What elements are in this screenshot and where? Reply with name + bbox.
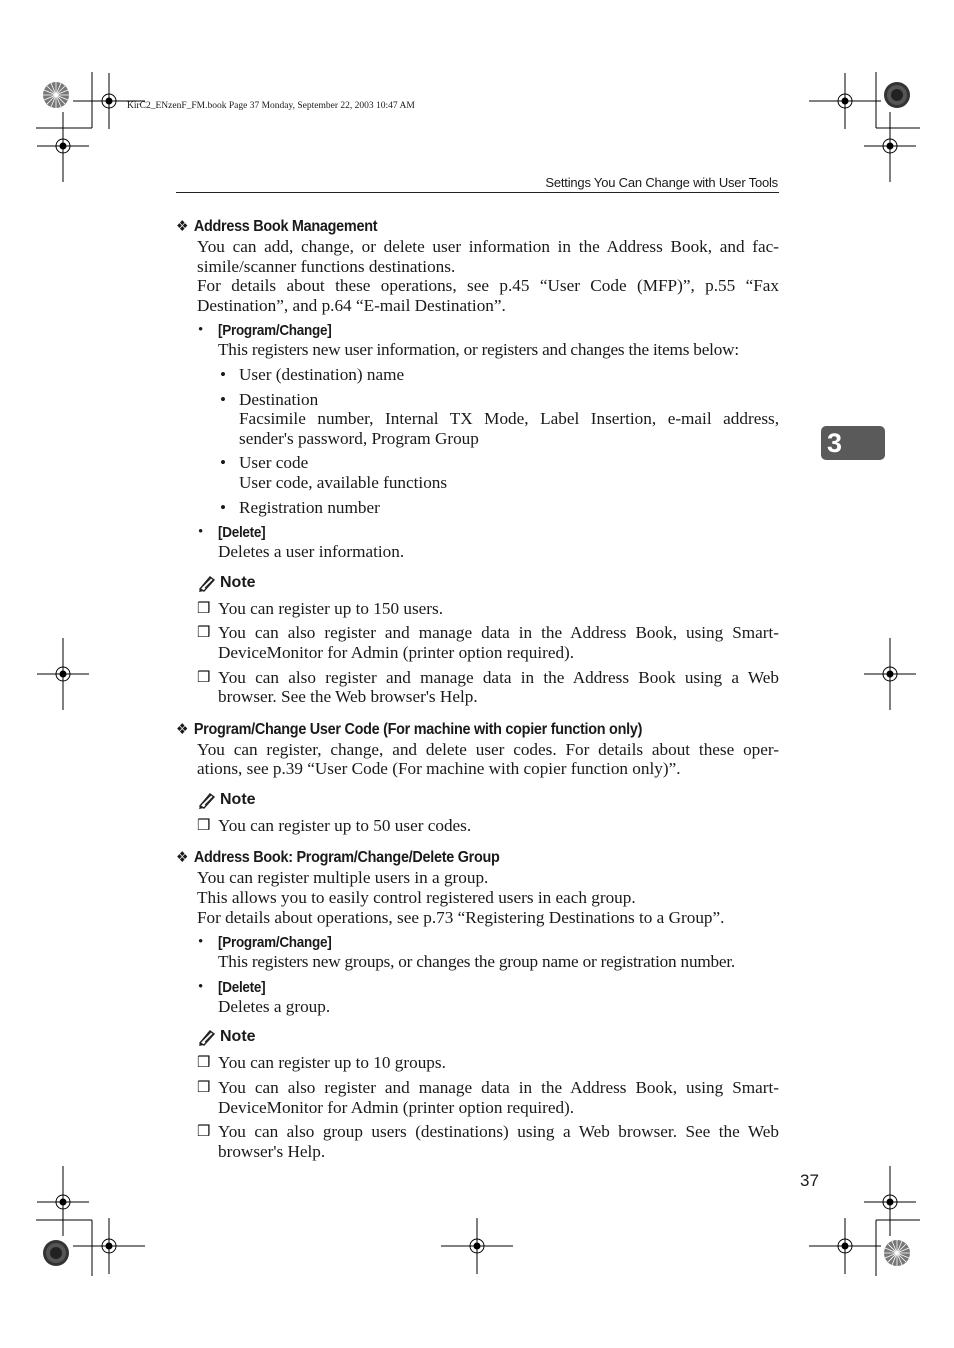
section-program-change-user-code [176, 719, 779, 836]
note-item [197, 1078, 779, 1117]
note-heading [197, 789, 779, 811]
note-item [197, 815, 779, 836]
checkbox-icon: ❒ [197, 1124, 211, 1141]
pencil-icon [197, 1028, 217, 1046]
note-text: You can also register and manage data in the Address Book, using Smart- [218, 623, 779, 643]
program-change-label: [Program/Change] [218, 934, 332, 952]
note-item [197, 1122, 779, 1161]
checkbox-icon: ❒ [197, 817, 211, 834]
bullet-program-change [198, 933, 779, 972]
note-item [197, 1053, 779, 1073]
bullet-dot: • [198, 978, 204, 995]
note-label: Note [220, 573, 256, 591]
section-title [176, 719, 737, 740]
section-address-book-management [176, 216, 779, 707]
paragraph-line: For details about these operations, see p.45 “User Code (MFP)”, p.55 “Fax [197, 276, 779, 296]
note-text: browser. See the Web browser's Help. [218, 687, 478, 707]
program-change-text: This registers new groups, or changes the group name or registration number. [218, 952, 735, 972]
running-header: Settings You Can Change with User Tools [545, 175, 778, 190]
list-item-text: User (destination) name [239, 364, 405, 384]
checkbox-icon: ❒ [197, 625, 211, 642]
list-item: • User code User code, available functions [239, 453, 779, 492]
bullet-dot: • [198, 524, 204, 541]
paragraph-line: You can add, change, or delete user information in the Address Book, and fac- [197, 237, 779, 256]
pencil-icon [197, 791, 217, 809]
note-text: You can register up to 50 user codes. [218, 815, 472, 835]
list-item-detail: sender's password, Program Group [239, 428, 479, 448]
section-title-text: Address Book Management [193, 218, 378, 235]
note-text: You can also register and manage data in the Address Book, using Smart- [218, 1078, 779, 1098]
program-change-text: This registers new user information, or registers and changes the items below: [218, 340, 739, 360]
section-title-text: Program/Change User Code (For machine with copier function only) [193, 720, 643, 738]
bullet-delete [198, 523, 779, 562]
section-title [176, 847, 737, 868]
note-item [197, 623, 779, 662]
section-title [176, 216, 737, 237]
paragraph-line: ations, see p.39 “User Code (For machine with copier function only)”. [197, 759, 681, 779]
diamond-bullet-icon: ❖ [176, 849, 189, 867]
pencil-icon [197, 574, 217, 592]
chapter-tab: 3 [821, 426, 885, 460]
paragraph-line: You can register, change, and delete user codes. For details about these oper- [197, 739, 779, 759]
note-text: DeviceMonitor for Admin (printer option required). [218, 1097, 575, 1117]
note-label: Note [220, 790, 256, 808]
note-text: You can also register and manage data in the Address Book using a Web [218, 667, 779, 687]
note-label: Note [220, 1028, 256, 1046]
checkbox-icon: ❒ [197, 1055, 211, 1072]
delete-text: Deletes a user information. [218, 542, 405, 562]
note-text: You can also group users (destinations) using a Web browser. See the Web [218, 1122, 779, 1142]
checkbox-icon: ❒ [197, 1080, 211, 1097]
paragraph-line: Destination”, and p.64 “E-mail Destination”. [197, 295, 506, 315]
list-item: • User (destination) name [220, 364, 405, 384]
bullet-dot: • [198, 322, 204, 339]
note-text: browser's Help. [218, 1141, 326, 1161]
paragraph-line: This allows you to easily control registered users in each group. [197, 888, 636, 908]
list-item-text: Registration number [239, 497, 380, 517]
bullet-delete [198, 978, 779, 1017]
bullet-program-change [198, 321, 779, 360]
diamond-bullet-icon: ❖ [176, 218, 189, 235]
section-title-text: Address Book: Program/Change/Delete Group [193, 849, 500, 867]
list-item-text: User code [239, 453, 309, 473]
program-change-label: [Program/Change] [218, 322, 332, 340]
delete-label: [Delete] [218, 978, 266, 996]
note-text: You can register up to 150 users. [218, 598, 444, 618]
list-item: • Registration number [220, 497, 380, 517]
diamond-bullet-icon: ❖ [176, 720, 189, 738]
paragraph-line: simile/scanner functions destinations. [197, 256, 456, 276]
note-heading [197, 572, 779, 594]
list-item-text: Destination [239, 389, 319, 409]
checkbox-icon: ❒ [197, 669, 211, 686]
paragraph-line: You can register multiple users in a group. [197, 868, 489, 888]
page-content [176, 216, 779, 1173]
checkbox-icon: ❒ [197, 600, 211, 617]
delete-label: [Delete] [218, 524, 266, 542]
note-text: You can register up to 10 groups. [218, 1053, 446, 1073]
note-item [197, 598, 779, 619]
note-text: DeviceMonitor for Admin (printer option required). [218, 642, 575, 662]
section-address-book-group [176, 847, 779, 1161]
list-item: • Destination Facsimile number, Internal TX Mode, Label Insertion, e-mail address, sender's password, Program Group [220, 389, 779, 448]
header-rule [176, 192, 779, 193]
list-item-detail: User code, available functions [239, 472, 448, 492]
note-item [197, 667, 779, 707]
note-heading [197, 1026, 779, 1048]
list-item-detail: Facsimile number, Internal TX Mode, Label Insertion, e-mail address, [239, 409, 779, 429]
bullet-dot: • [198, 934, 204, 951]
paragraph-line: For details about operations, see p.73 “Registering Destinations to a Group”. [197, 907, 725, 927]
delete-text: Deletes a group. [218, 996, 331, 1016]
page-number: 37 [800, 1171, 819, 1190]
book-file-info: KirC2_ENzenF_FM.book Page 37 Monday, September 22, 2003 10:47 AM [127, 101, 415, 111]
